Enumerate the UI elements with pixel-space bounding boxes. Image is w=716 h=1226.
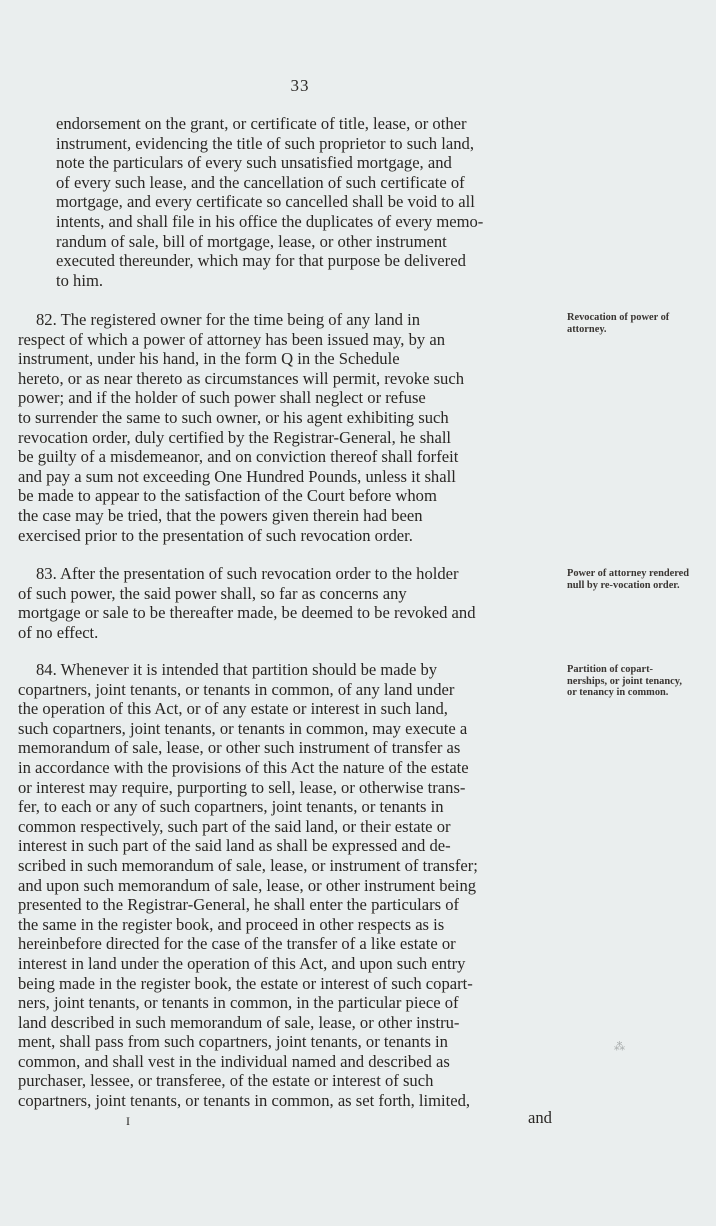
text-line: note the particulars of every such unsatisfied mortgage, and: [56, 153, 452, 173]
text-line: copartners, joint tenants, or tenants in common, as set forth, limited,: [18, 1091, 471, 1111]
catchword: and: [528, 1108, 552, 1127]
text-line: respect of which a power of attorney has been issued may, by an: [18, 329, 445, 349]
text-line: copartners, joint tenants, or tenants in common, of any land under: [18, 679, 455, 699]
section-heading-line: 82. The registered owner for the time being of any land in: [36, 310, 420, 329]
text-line: intents, and shall file in his office the duplicates of every memo-: [56, 211, 484, 231]
text-line: or interest may require, purporting to sell, lease, or otherwise trans-: [18, 777, 466, 797]
text-line: memorandum of sale, lease, or other such instrument of transfer as: [18, 738, 461, 758]
paragraph-section-82: [18, 310, 558, 545]
text-line: of every such lease, and the cancellation of such certificate of: [56, 172, 465, 192]
text-line: such copartners, joint tenants, or tenants in common, may execute a: [18, 718, 468, 738]
text-line: be made to appear to the satisfaction of the Court before whom: [18, 486, 437, 506]
text-line: the operation of this Act, or of any estate or interest in such land,: [18, 699, 448, 719]
text-line: hereto, or as near thereto as circumstances will permit, revoke such: [18, 368, 465, 388]
text-line: revocation order, duly certified by the Registrar-General, he shall: [18, 427, 452, 447]
text-line: interest in land under the operation of this Act, and upon such entry: [18, 953, 466, 973]
text-line: land described in such memorandum of sale, lease, or other instru-: [18, 1012, 460, 1032]
text-line: randum of sale, bill of mortgage, lease, or other instrument: [56, 231, 447, 251]
paragraph-section-83: [18, 564, 558, 642]
text-line: endorsement on the grant, or certificate of title, lease, or other: [56, 114, 467, 133]
text-line: common respectively, such part of the said land, or their estate or: [18, 816, 451, 836]
text-line: purchaser, lessee, or transferee, of the estate or interest of such: [18, 1071, 434, 1091]
text-line: and upon such memorandum of sale, lease, or other instrument being: [18, 875, 477, 895]
text-line: hereinbefore directed for the case of the transfer of a like estate or: [18, 934, 456, 954]
printer-signature-mark: I: [126, 1114, 130, 1128]
text-line: fer, to each or any of such copartners, joint tenants, or tenants in: [18, 797, 444, 817]
section-heading-line: 83. After the presentation of such revocation order to the holder: [36, 564, 459, 583]
text-line: exercised prior to the presentation of such revocation order.: [18, 525, 413, 545]
text-line: in accordance with the provisions of this Act the nature of the estate: [18, 757, 469, 777]
paragraph-continuation: [56, 114, 560, 290]
text-line: of no effect.: [18, 622, 99, 642]
text-line: instrument, under his hand, in the form Q in the Schedule: [18, 349, 400, 369]
text-line: being made in the register book, the estate or interest of such copart-: [18, 973, 473, 993]
text-line: and pay a sum not exceeding One Hundred Pounds, unless it shall: [18, 466, 456, 486]
text-line: mortgage or sale to be thereafter made, be deemed to be revoked and: [18, 603, 476, 623]
margin-note-section-84: Partition of copart-nerships, or joint tenancy, or tenancy in common.: [567, 664, 682, 699]
text-line: the same in the register book, and proceed in other respects as is: [18, 914, 445, 934]
text-line: to surrender the same to such owner, or his agent exhibiting such: [18, 407, 449, 427]
text-line: executed thereunder, which may for that purpose be delivered: [56, 251, 466, 271]
paragraph-section-84: [18, 660, 558, 1111]
text-line: mortgage, and every certificate so cancelled shall be void to all: [56, 192, 475, 212]
margin-note-section-83: Power of attorney rendered null by re-vocation order.: [567, 568, 690, 591]
section-heading-line: 84. Whenever it is intended that partition should be made by: [36, 660, 438, 679]
paper-blemish: ⁂: [614, 1041, 625, 1053]
text-line: common, and shall vest in the individual named and described as: [18, 1051, 450, 1071]
margin-note-section-82: Revocation of power of attorney.: [567, 312, 670, 335]
text-line: of such power, the said power shall, so far as concerns any: [18, 583, 407, 603]
text-line: scribed in such memorandum of sale, lease, or instrument of transfer;: [18, 855, 478, 875]
text-line: power; and if the holder of such power shall neglect or refuse: [18, 388, 426, 408]
text-line: ment, shall pass from such copartners, joint tenants, or tenants in: [18, 1032, 448, 1052]
text-line: to him.: [56, 270, 104, 290]
text-line: instrument, evidencing the title of such proprietor to such land,: [56, 133, 474, 153]
text-line: interest in such part of the said land as shall be expressed and de-: [18, 836, 451, 856]
text-line: be guilty of a misdemeanor, and on conviction thereof shall forfeit: [18, 447, 459, 467]
text-line: presented to the Registrar-General, he shall enter the particulars of: [18, 895, 460, 915]
page-number: 33: [290, 76, 310, 95]
text-line: the case may be tried, that the powers given therein had been: [18, 505, 423, 525]
text-line: ners, joint tenants, or tenants in common, in the particular piece of: [18, 993, 459, 1013]
